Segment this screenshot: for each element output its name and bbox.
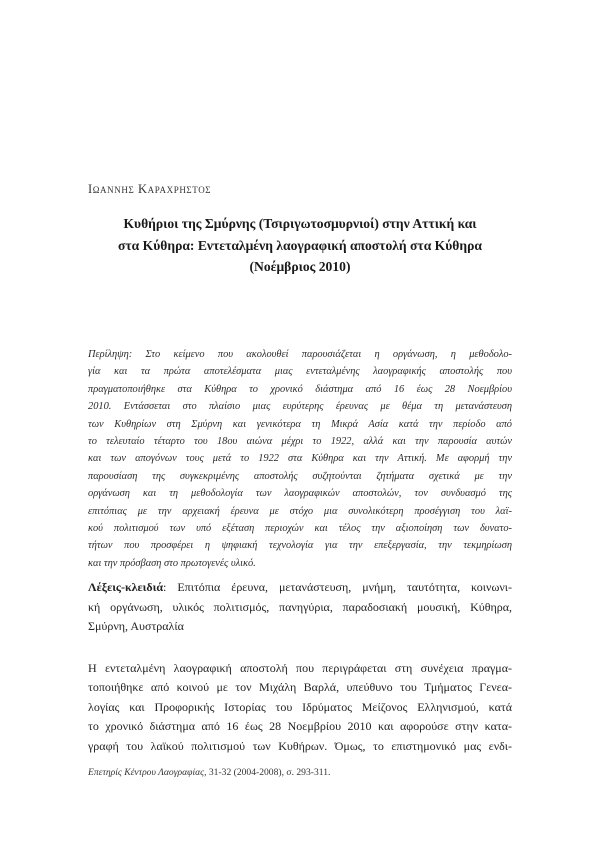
journal-name: Επετηρίς Κέντρου Λαογραφίας	[88, 767, 205, 778]
abstract-line: πραγματοποιήθηκε στα Κύθηρα το χρονικό διάστημα από 16 έως 28 Νοεμβρίου	[88, 383, 512, 395]
body-line: τοποιήθηκε από κοινού με τον Μιχάλη Βαρλά, υπεύθυνο του Τμήματος Γενεα-	[88, 680, 512, 695]
keywords-label: Λέξεις-κλειδιά	[88, 580, 164, 594]
abstract-line: γία και τα πρώτα αποτελέσματα μιας εντεταλμένης λαογραφικής αποστολής που	[88, 366, 512, 378]
abstract-line: 2010. Εντάσσεται στο πλαίσιο μιας ευρύτερης έρευνας με θέμα τη μετανάστευση	[88, 401, 512, 413]
abstract-line: Περίληψη: Στο κείμενο που ακολουθεί παρουσιάζεται η οργάνωση, η μεθοδολο-	[88, 349, 512, 360]
keywords	[88, 578, 512, 637]
keywords-line	[88, 578, 512, 598]
abstract-line: των Κυθηρίων στη Σμύρνη και γενικότερα τη Μικρά Ασία κατά την περίοδο από	[88, 418, 512, 430]
abstract-line: οργάνωση και τη μεθοδολογία των λαογραφικών αποστολών, τον συνδυασμό της	[88, 488, 512, 500]
abstract-line: και την πρόσβαση στο πρωτογενές υλικό.	[88, 557, 256, 569]
body-line: λογίας και Προφορικής Ιστορίας του Ιδρύματος Μείζονος Ελληνισμού, κατά	[88, 699, 512, 714]
abstract-line: και των απογόνων τους μετά το 1922 στα Κύθηρα και την Αττική. Με αφορμή την	[88, 453, 512, 465]
title-line: στα Κύθηρα: Εντεταλμένη λαογραφική αποστολή στα Κύθηρα	[117, 237, 482, 253]
abstract-line: επιτόπιας με την αρχειακή έρευνα με στόχο μια συνολικότερη προσέγγιση του λαϊ-	[88, 505, 512, 517]
body-line: Η εντεταλμένη λαογραφική αποστολή που περιγράφεται στη συνέχεια πραγμα-	[88, 661, 512, 675]
keywords-line: κή οργάνωση, υλικός πολιτισμός, πανηγύρια, παραδοσιακή μουσική, Κύθηρα,	[88, 599, 512, 614]
abstract-line: παρουσίαση της συγκεκριμένης αποστολής συζητούνται ζητήματα σχετικά με την	[88, 470, 512, 482]
keywords-text: : Επιτόπια έρευνα, μετανάστευση, μνήμη, ταυτότητα, κοινωνι-	[163, 580, 512, 594]
citation-footer	[88, 767, 330, 778]
abstract-line: τήτων που προσφέρει η ψηφιακή τεχνολογία για την επεξεργασία, την τεκμηρίωση	[88, 540, 512, 552]
article-title	[88, 213, 512, 278]
body-line: το χρονικό διάστημα από 16 έως 28 Νοεμβρίου 2010 και αφορούσε στην κατα-	[88, 719, 512, 734]
keywords-line: Σμύρνη, Αυστραλία	[88, 619, 184, 633]
title-line: Κυθήριοι της Σμύρνης (Τσιριγωτοσμυρνιοί) στην Αττική και	[123, 216, 477, 231]
title-line: (Νοέμβριος 2010)	[249, 259, 351, 274]
abstract	[88, 346, 512, 572]
body-paragraph	[88, 659, 512, 756]
abstract-line: το τελευταίο τέταρτο του 18ου αιώνα μέχρι το 1922, αλλά και την παρουσία αυτών	[88, 436, 512, 448]
body-line: γραφή του λαϊκού πολιτισμού των Κυθήρων. Όμως, το επιστημονικό μας ενδι-	[88, 738, 512, 753]
abstract-line: κού πολιτισμού των υπό εξέταση περιοχών και τέλος την αξιοποίηση των δυνατο-	[88, 523, 512, 535]
author-name: Ιωαννης Καραχρηστος	[88, 182, 212, 196]
citation-details: , 31-32 (2004-2008), σ. 293-311.	[204, 767, 331, 778]
